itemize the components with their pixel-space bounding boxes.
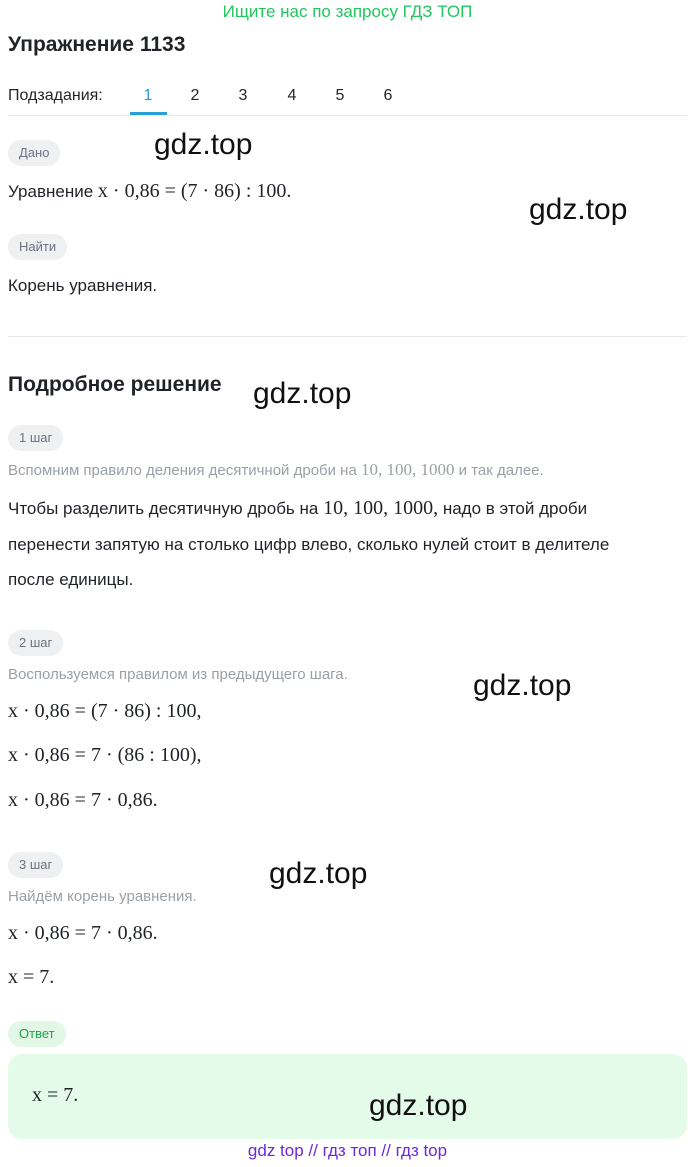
answer-value: x = 7.: [32, 1084, 79, 1106]
step-2-chip: 2 шаг: [8, 630, 63, 656]
tab-subtask-4[interactable]: 4: [287, 87, 297, 104]
step-3-equation-2: x = 7.: [8, 966, 55, 988]
solution-title: Подробное решение: [8, 373, 222, 396]
step-3-hint: Найдём корень уравнения.: [8, 888, 197, 905]
watermark: gdz.top: [369, 1089, 468, 1122]
step-2-equation-2: x · 0,86 = 7 · (86 : 100),: [8, 744, 202, 766]
watermark: gdz.top: [529, 193, 628, 226]
step-1-chip: 1 шаг: [8, 425, 63, 451]
tab-subtask-5[interactable]: 5: [335, 87, 345, 104]
tab-subtask-6[interactable]: 6: [383, 87, 393, 104]
subtasks-label: Подзадания:: [8, 87, 103, 104]
step-3-chip: 3 шаг: [8, 852, 63, 878]
tab-subtask-3[interactable]: 3: [238, 87, 248, 104]
section-divider: [8, 336, 687, 337]
given-prefix: Уравнение: [8, 182, 94, 201]
step-1-line-1: Чтобы разделить десятичную дробь на 10, 100, 1000, надо в этой дроби: [8, 497, 588, 519]
tab-subtask-2[interactable]: 2: [190, 87, 200, 104]
answer-box: [8, 1054, 687, 1139]
tabs-divider: [8, 115, 687, 116]
page-title: Упражнение 1133: [8, 33, 186, 56]
step-2-hint: Воспользуемся правилом из предыдущего шага.: [8, 666, 348, 683]
step-3-equation-1: x · 0,86 = 7 · 0,86.: [8, 922, 158, 944]
given-chip: Дано: [8, 140, 60, 166]
watermark: gdz.top: [473, 669, 572, 702]
step-1-line-3: после единицы.: [8, 570, 134, 589]
search-banner: Ищите нас по запросу ГДЗ ТОП: [222, 2, 473, 21]
answer-chip: Ответ: [8, 1021, 66, 1047]
given-statement: [8, 180, 291, 203]
step-1-line-2: перенести запятую на столько цифр влево, сколько нулей стоит в делителе: [8, 535, 610, 554]
step-2-equation-3: x · 0,86 = 7 · 0,86.: [8, 789, 158, 811]
watermark: gdz.top: [154, 128, 253, 161]
given-equation: x · 0,86 = (7 · 86) : 100.: [97, 180, 292, 202]
find-text: Корень уравнения.: [8, 276, 158, 295]
step-2-equation-1: x · 0,86 = (7 · 86) : 100,: [8, 700, 202, 722]
watermark: gdz.top: [269, 857, 368, 890]
find-chip: Найти: [8, 234, 67, 260]
footer-links[interactable]: gdz top // гдз топ // гдз top: [247, 1141, 448, 1160]
tab-subtask-1[interactable]: 1: [143, 87, 153, 104]
step-1-hint: Вспомним правило деления десятичной дроби на 10, 100, 1000 и так далее.: [8, 460, 544, 479]
watermark: gdz.top: [253, 377, 352, 410]
